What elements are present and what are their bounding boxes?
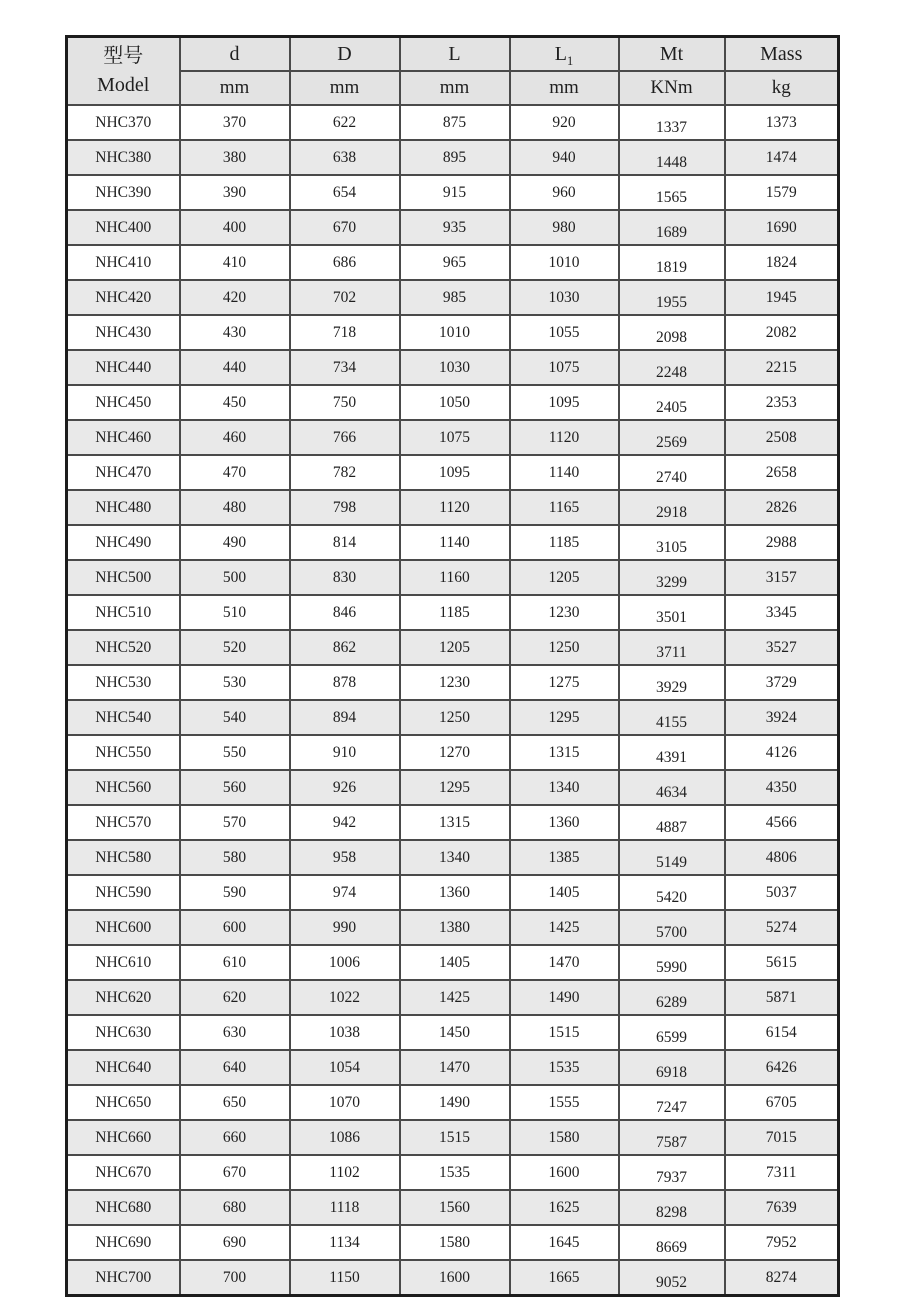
cell-D: 734 <box>290 350 400 385</box>
cell-d: 480 <box>180 490 290 525</box>
cell-L: 1315 <box>400 805 510 840</box>
cell-L1: 960 <box>510 175 619 210</box>
cell-Mt: 2098 <box>619 315 725 350</box>
cell-model: NHC430 <box>67 315 180 350</box>
cell-L: 1360 <box>400 875 510 910</box>
cell-D: 702 <box>290 280 400 315</box>
cell-L: 1380 <box>400 910 510 945</box>
cell-Mass: 5274 <box>725 910 839 945</box>
table-row <box>67 105 839 140</box>
cell-d: 510 <box>180 595 290 630</box>
cell-Mt: 8669 <box>619 1225 725 1260</box>
cell-model: NHC440 <box>67 350 180 385</box>
header-col-L-label: L <box>448 42 461 65</box>
cell-d: 490 <box>180 525 290 560</box>
cell-d: 660 <box>180 1120 290 1155</box>
cell-L1: 1340 <box>510 770 619 805</box>
cell-Mt: 8298 <box>619 1190 725 1225</box>
cell-D: 718 <box>290 315 400 350</box>
table-row <box>67 945 839 980</box>
cell-model: NHC540 <box>67 700 180 735</box>
cell-d: 450 <box>180 385 290 420</box>
table-row <box>67 910 839 945</box>
cell-d: 540 <box>180 700 290 735</box>
cell-Mass: 1373 <box>725 105 839 140</box>
cell-d: 460 <box>180 420 290 455</box>
cell-model: NHC500 <box>67 560 180 595</box>
table-row <box>67 840 839 875</box>
cell-L: 1600 <box>400 1260 510 1296</box>
cell-L1: 1555 <box>510 1085 619 1120</box>
cell-model: NHC590 <box>67 875 180 910</box>
cell-model: NHC460 <box>67 420 180 455</box>
table-row <box>67 980 839 1015</box>
cell-L: 1010 <box>400 315 510 350</box>
cell-Mt: 3711 <box>619 630 725 665</box>
cell-L: 1250 <box>400 700 510 735</box>
table-row <box>67 245 839 280</box>
cell-L: 1450 <box>400 1015 510 1050</box>
cell-D: 1070 <box>290 1085 400 1120</box>
header-col-D-label: D <box>337 42 352 65</box>
cell-Mass: 5615 <box>725 945 839 980</box>
cell-d: 400 <box>180 210 290 245</box>
cell-model: NHC380 <box>67 140 180 175</box>
cell-model: NHC600 <box>67 910 180 945</box>
cell-Mt: 7247 <box>619 1085 725 1120</box>
cell-model: NHC530 <box>67 665 180 700</box>
cell-Mass: 7311 <box>725 1155 839 1190</box>
cell-Mass: 1474 <box>725 140 839 175</box>
cell-D: 958 <box>290 840 400 875</box>
cell-Mt: 3501 <box>619 595 725 630</box>
table-row <box>67 420 839 455</box>
cell-L1: 1470 <box>510 945 619 980</box>
cell-L1: 1645 <box>510 1225 619 1260</box>
table-body <box>67 105 839 1296</box>
cell-model: NHC400 <box>67 210 180 245</box>
cell-Mass: 3527 <box>725 630 839 665</box>
cell-Mt: 4391 <box>619 735 725 770</box>
cell-L: 965 <box>400 245 510 280</box>
cell-D: 926 <box>290 770 400 805</box>
table-row <box>67 280 839 315</box>
cell-Mt: 2569 <box>619 420 725 455</box>
cell-model: NHC390 <box>67 175 180 210</box>
cell-Mass: 2658 <box>725 455 839 490</box>
cell-L1: 1095 <box>510 385 619 420</box>
cell-Mt: 2405 <box>619 385 725 420</box>
cell-D: 1054 <box>290 1050 400 1085</box>
table-row <box>67 350 839 385</box>
cell-model: NHC700 <box>67 1260 180 1296</box>
cell-model: NHC580 <box>67 840 180 875</box>
table-row <box>67 1155 839 1190</box>
cell-D: 1038 <box>290 1015 400 1050</box>
header-unit-d: mm <box>180 71 290 105</box>
cell-Mt: 4887 <box>619 805 725 840</box>
cell-D: 798 <box>290 490 400 525</box>
cell-model: NHC370 <box>67 105 180 140</box>
cell-model: NHC680 <box>67 1190 180 1225</box>
cell-d: 390 <box>180 175 290 210</box>
cell-Mass: 3345 <box>725 595 839 630</box>
header-col-d <box>180 37 290 72</box>
cell-L: 1140 <box>400 525 510 560</box>
table-row <box>67 175 839 210</box>
cell-Mt: 4634 <box>619 770 725 805</box>
cell-L: 1490 <box>400 1085 510 1120</box>
cell-d: 640 <box>180 1050 290 1085</box>
cell-model: NHC410 <box>67 245 180 280</box>
cell-Mass: 7639 <box>725 1190 839 1225</box>
spec-table <box>65 35 840 1297</box>
cell-L: 1185 <box>400 595 510 630</box>
header-model-cn: 型号 <box>103 45 144 67</box>
cell-d: 530 <box>180 665 290 700</box>
cell-L1: 1010 <box>510 245 619 280</box>
cell-model: NHC480 <box>67 490 180 525</box>
cell-L1: 1515 <box>510 1015 619 1050</box>
cell-Mass: 4126 <box>725 735 839 770</box>
cell-D: 1150 <box>290 1260 400 1296</box>
cell-model: NHC470 <box>67 455 180 490</box>
cell-L1: 1295 <box>510 700 619 735</box>
table-row <box>67 1120 839 1155</box>
cell-d: 570 <box>180 805 290 840</box>
cell-d: 550 <box>180 735 290 770</box>
cell-L1: 1030 <box>510 280 619 315</box>
cell-Mass: 1690 <box>725 210 839 245</box>
cell-d: 620 <box>180 980 290 1015</box>
cell-Mt: 1337 <box>619 105 725 140</box>
cell-L: 1470 <box>400 1050 510 1085</box>
cell-D: 686 <box>290 245 400 280</box>
table-row <box>67 525 839 560</box>
cell-d: 630 <box>180 1015 290 1050</box>
cell-Mt: 5420 <box>619 875 725 910</box>
cell-model: NHC690 <box>67 1225 180 1260</box>
cell-L1: 1425 <box>510 910 619 945</box>
cell-model: NHC450 <box>67 385 180 420</box>
cell-L: 1560 <box>400 1190 510 1225</box>
cell-L1: 1230 <box>510 595 619 630</box>
table-row <box>67 140 839 175</box>
table-row <box>67 630 839 665</box>
cell-Mass: 4350 <box>725 770 839 805</box>
cell-L1: 1185 <box>510 525 619 560</box>
cell-L1: 1165 <box>510 490 619 525</box>
cell-L1: 1075 <box>510 350 619 385</box>
cell-Mass: 3924 <box>725 700 839 735</box>
table-row <box>67 700 839 735</box>
cell-D: 1102 <box>290 1155 400 1190</box>
cell-Mt: 1689 <box>619 210 725 245</box>
cell-D: 1006 <box>290 945 400 980</box>
cell-L1: 1490 <box>510 980 619 1015</box>
cell-model: NHC490 <box>67 525 180 560</box>
cell-L1: 980 <box>510 210 619 245</box>
cell-model: NHC570 <box>67 805 180 840</box>
table-row <box>67 455 839 490</box>
cell-D: 638 <box>290 140 400 175</box>
cell-Mass: 2082 <box>725 315 839 350</box>
cell-Mt: 2248 <box>619 350 725 385</box>
cell-L: 1160 <box>400 560 510 595</box>
cell-d: 500 <box>180 560 290 595</box>
cell-L: 1270 <box>400 735 510 770</box>
cell-d: 650 <box>180 1085 290 1120</box>
header-unit-Mass: kg <box>725 71 839 105</box>
cell-L: 915 <box>400 175 510 210</box>
cell-model: NHC660 <box>67 1120 180 1155</box>
cell-Mass: 1945 <box>725 280 839 315</box>
cell-model: NHC610 <box>67 945 180 980</box>
cell-D: 942 <box>290 805 400 840</box>
table-row <box>67 210 839 245</box>
cell-Mt: 3929 <box>619 665 725 700</box>
cell-L1: 1665 <box>510 1260 619 1296</box>
cell-D: 974 <box>290 875 400 910</box>
header-unit-Mt: KNm <box>619 71 725 105</box>
cell-D: 1022 <box>290 980 400 1015</box>
cell-model: NHC550 <box>67 735 180 770</box>
cell-d: 380 <box>180 140 290 175</box>
cell-Mt: 7587 <box>619 1120 725 1155</box>
cell-Mass: 1824 <box>725 245 839 280</box>
cell-L: 895 <box>400 140 510 175</box>
header-unit-L: mm <box>400 71 510 105</box>
cell-Mt: 6918 <box>619 1050 725 1085</box>
cell-d: 410 <box>180 245 290 280</box>
cell-Mass: 3157 <box>725 560 839 595</box>
cell-model: NHC560 <box>67 770 180 805</box>
cell-d: 610 <box>180 945 290 980</box>
table-row <box>67 1190 839 1225</box>
cell-D: 750 <box>290 385 400 420</box>
cell-Mass: 4806 <box>725 840 839 875</box>
cell-D: 782 <box>290 455 400 490</box>
cell-Mt: 6289 <box>619 980 725 1015</box>
cell-D: 990 <box>290 910 400 945</box>
cell-model: NHC670 <box>67 1155 180 1190</box>
cell-Mt: 1819 <box>619 245 725 280</box>
cell-L1: 940 <box>510 140 619 175</box>
cell-L1: 1275 <box>510 665 619 700</box>
cell-d: 440 <box>180 350 290 385</box>
table-row <box>67 1015 839 1050</box>
cell-model: NHC640 <box>67 1050 180 1085</box>
table-row <box>67 1050 839 1085</box>
cell-Mt: 1565 <box>619 175 725 210</box>
cell-Mass: 5871 <box>725 980 839 1015</box>
cell-L1: 1360 <box>510 805 619 840</box>
header-model <box>67 37 180 106</box>
cell-D: 1086 <box>290 1120 400 1155</box>
table-row <box>67 735 839 770</box>
cell-L: 1120 <box>400 490 510 525</box>
cell-D: 910 <box>290 735 400 770</box>
cell-L: 875 <box>400 105 510 140</box>
cell-model: NHC630 <box>67 1015 180 1050</box>
cell-Mass: 1579 <box>725 175 839 210</box>
cell-L1: 1625 <box>510 1190 619 1225</box>
cell-Mt: 4155 <box>619 700 725 735</box>
cell-model: NHC650 <box>67 1085 180 1120</box>
cell-L: 1075 <box>400 420 510 455</box>
cell-L: 935 <box>400 210 510 245</box>
header-col-Mass <box>725 37 839 72</box>
cell-Mass: 2826 <box>725 490 839 525</box>
cell-model: NHC420 <box>67 280 180 315</box>
cell-L1: 1315 <box>510 735 619 770</box>
cell-D: 670 <box>290 210 400 245</box>
cell-model: NHC510 <box>67 595 180 630</box>
cell-L: 985 <box>400 280 510 315</box>
cell-Mt: 5149 <box>619 840 725 875</box>
cell-Mass: 6705 <box>725 1085 839 1120</box>
header-model-en: Model <box>97 74 150 96</box>
table-row <box>67 1225 839 1260</box>
cell-Mass: 2508 <box>725 420 839 455</box>
cell-L1: 920 <box>510 105 619 140</box>
cell-Mass: 3729 <box>725 665 839 700</box>
table-row <box>67 595 839 630</box>
cell-d: 520 <box>180 630 290 665</box>
header-unit-L1: mm <box>510 71 619 105</box>
cell-D: 862 <box>290 630 400 665</box>
cell-Mt: 3299 <box>619 560 725 595</box>
table-row <box>67 560 839 595</box>
cell-L: 1340 <box>400 840 510 875</box>
table-row <box>67 1085 839 1120</box>
cell-Mass: 7952 <box>725 1225 839 1260</box>
cell-Mass: 5037 <box>725 875 839 910</box>
table-row <box>67 315 839 350</box>
table-row <box>67 875 839 910</box>
cell-d: 430 <box>180 315 290 350</box>
cell-d: 580 <box>180 840 290 875</box>
cell-Mt: 5990 <box>619 945 725 980</box>
cell-Mass: 6154 <box>725 1015 839 1050</box>
cell-D: 894 <box>290 700 400 735</box>
cell-L1: 1205 <box>510 560 619 595</box>
cell-Mass: 2353 <box>725 385 839 420</box>
cell-d: 560 <box>180 770 290 805</box>
cell-L1: 1120 <box>510 420 619 455</box>
cell-D: 878 <box>290 665 400 700</box>
cell-Mt: 1955 <box>619 280 725 315</box>
cell-Mass: 8274 <box>725 1260 839 1296</box>
header-col-d-label: d <box>229 42 240 65</box>
cell-D: 1134 <box>290 1225 400 1260</box>
cell-L: 1050 <box>400 385 510 420</box>
header-unit-D: mm <box>290 71 400 105</box>
table-row <box>67 490 839 525</box>
cell-Mass: 7015 <box>725 1120 839 1155</box>
table-row <box>67 385 839 420</box>
header-col-L1 <box>510 37 619 72</box>
cell-model: NHC520 <box>67 630 180 665</box>
cell-L: 1205 <box>400 630 510 665</box>
cell-L: 1405 <box>400 945 510 980</box>
cell-d: 670 <box>180 1155 290 1190</box>
header-col-L <box>400 37 510 72</box>
cell-d: 600 <box>180 910 290 945</box>
cell-d: 590 <box>180 875 290 910</box>
table-row <box>67 770 839 805</box>
cell-D: 1118 <box>290 1190 400 1225</box>
cell-D: 814 <box>290 525 400 560</box>
cell-Mt: 2918 <box>619 490 725 525</box>
cell-L: 1515 <box>400 1120 510 1155</box>
cell-Mass: 2988 <box>725 525 839 560</box>
cell-Mt: 2740 <box>619 455 725 490</box>
cell-L1: 1600 <box>510 1155 619 1190</box>
cell-d: 420 <box>180 280 290 315</box>
header-col-Mt-label: Mt <box>659 42 684 65</box>
cell-d: 690 <box>180 1225 290 1260</box>
header-col-L1-label: L <box>554 42 567 65</box>
table-row <box>67 805 839 840</box>
cell-D: 766 <box>290 420 400 455</box>
cell-L: 1095 <box>400 455 510 490</box>
cell-L1: 1055 <box>510 315 619 350</box>
cell-L1: 1385 <box>510 840 619 875</box>
cell-Mt: 1448 <box>619 140 725 175</box>
cell-L: 1295 <box>400 770 510 805</box>
cell-Mass: 6426 <box>725 1050 839 1085</box>
header-col-L1-sub: 1 <box>567 53 574 68</box>
cell-L: 1230 <box>400 665 510 700</box>
cell-model: NHC620 <box>67 980 180 1015</box>
cell-Mt: 7937 <box>619 1155 725 1190</box>
cell-L1: 1535 <box>510 1050 619 1085</box>
cell-Mt: 6599 <box>619 1015 725 1050</box>
cell-Mt: 9052 <box>619 1260 725 1296</box>
cell-L1: 1580 <box>510 1120 619 1155</box>
cell-D: 830 <box>290 560 400 595</box>
cell-d: 680 <box>180 1190 290 1225</box>
header-col-Mass-label: Mass <box>760 42 803 65</box>
cell-L: 1535 <box>400 1155 510 1190</box>
header-col-Mt <box>619 37 725 72</box>
table-row <box>67 665 839 700</box>
header-col-D <box>290 37 400 72</box>
cell-d: 370 <box>180 105 290 140</box>
cell-L1: 1140 <box>510 455 619 490</box>
cell-D: 622 <box>290 105 400 140</box>
table-row <box>67 1260 839 1296</box>
cell-d: 700 <box>180 1260 290 1296</box>
cell-L: 1425 <box>400 980 510 1015</box>
cell-Mt: 5700 <box>619 910 725 945</box>
cell-Mt: 3105 <box>619 525 725 560</box>
cell-D: 846 <box>290 595 400 630</box>
table-header <box>67 37 839 106</box>
cell-L: 1030 <box>400 350 510 385</box>
cell-Mass: 4566 <box>725 805 839 840</box>
cell-D: 654 <box>290 175 400 210</box>
cell-d: 470 <box>180 455 290 490</box>
cell-L1: 1405 <box>510 875 619 910</box>
cell-L1: 1250 <box>510 630 619 665</box>
cell-Mass: 2215 <box>725 350 839 385</box>
cell-L: 1580 <box>400 1225 510 1260</box>
